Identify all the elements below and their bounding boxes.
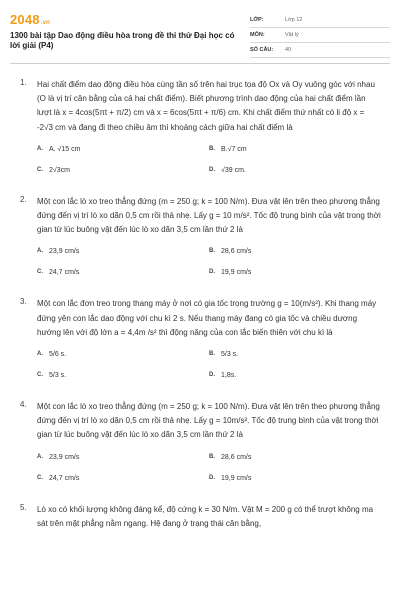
- answer-option-a[interactable]: [37, 146, 209, 153]
- meta-label: SỐ CÂU:: [250, 47, 274, 53]
- question-text: Một con lắc lò xo treo thẳng đứng (m = 250 g; k = 100 N/m). Đưa vật lên trên theo phương thẳng đứng đến vị trí lò xo dãn 0,5 cm rồi thả nhẹ. Lấy g = 10 m/s². Tốc độ trung bình của vật trong thời gian từ lúc buông vật đến lúc lò xo dãn 3,5 cm lần thứ 2 là: [37, 196, 381, 235]
- answer-option-c[interactable]: [37, 372, 209, 379]
- option-letter: A.: [37, 145, 43, 152]
- option-letter: D.: [209, 474, 215, 481]
- option-text: 5/3 s.: [49, 372, 67, 380]
- option-text: A. √15 cm: [49, 145, 81, 153]
- option-letter: D.: [209, 372, 215, 379]
- option-text: 5/3 s.: [221, 351, 239, 359]
- option-letter: B.: [209, 248, 215, 255]
- logo-main: 2048: [10, 12, 40, 27]
- meta-table: [250, 13, 390, 58]
- question-item: [0, 297, 400, 379]
- option-text: 23,9 cm/s: [49, 453, 80, 461]
- option-text: 5/6 s.: [49, 351, 67, 359]
- logo-suffix: .vn: [40, 20, 51, 26]
- option-letter: B.: [209, 145, 215, 152]
- option-letter: C.: [37, 166, 43, 173]
- option-letter: A.: [37, 248, 43, 255]
- meta-value: 40: [285, 47, 292, 53]
- answer-options: [37, 351, 381, 379]
- site-logo[interactable]: [10, 12, 50, 27]
- option-text: 23,9 cm/s: [49, 248, 80, 256]
- question-item: [0, 400, 400, 482]
- option-text: 28,6 cm/s: [221, 453, 252, 461]
- question-number: 3.: [20, 297, 27, 307]
- option-letter: D.: [209, 166, 215, 173]
- question-number: 2.: [20, 194, 27, 204]
- option-letter: C.: [37, 474, 43, 481]
- option-letter: C.: [37, 372, 43, 379]
- option-letter: C.: [37, 269, 43, 276]
- question-number: 4.: [20, 400, 27, 410]
- meta-value: Lớp 12: [285, 17, 303, 23]
- question-text: Lò xo có khối lượng không đáng kể, độ cứng k = 30 N/m. Vật M = 200 g có thể trượt không ma sát trên mặt phẳng nằm ngang. Hệ đang ở trạng thái cân bằng,: [37, 504, 374, 528]
- answer-option-c[interactable]: [37, 475, 209, 482]
- option-text: B.√7 cm: [221, 145, 247, 153]
- question-text: Hai chất điểm dao động điều hòa cùng tần số trên hai trục tọa độ Ox và Oy vuông góc với nhau (O là vị trí cân bằng của cả hai chất điểm). Biết phương trình dao động của hai chất điểm lần lượt là x = 4cos(5πt + π/2) cm và x = 6cos(5πt + π/6) cm. Khi chất điểm thứ nhất có li độ x = -2√3 cm và đang đi theo chiều âm thì khoảng cách giữa hai chất điểm là: [37, 80, 375, 132]
- answer-options: [37, 248, 381, 276]
- option-letter: A.: [37, 351, 43, 358]
- option-letter: B.: [209, 453, 215, 460]
- answer-option-d[interactable]: [209, 475, 381, 482]
- answer-option-d[interactable]: [209, 372, 381, 379]
- option-letter: A.: [37, 453, 43, 460]
- answer-options: [37, 146, 381, 174]
- answer-option-b[interactable]: [209, 454, 381, 461]
- question-text: Một con lắc lò xo treo thẳng đứng (m = 250 g; k = 100 N/m). Đưa vật lên trên theo phương thẳng đứng đến vị trí lò xo dãn 0,5 cm rồi thả nhẹ. Lấy g = 10m/s². Tốc độ trung bình của vật trong thời gian từ lúc buông vật đến lúc lò xo dãn 3,5 cm lần thứ 2 là: [37, 402, 380, 440]
- answer-option-a[interactable]: [37, 351, 209, 358]
- answer-option-a[interactable]: [37, 248, 209, 255]
- answer-options: [37, 454, 381, 482]
- answer-option-b[interactable]: [209, 248, 381, 255]
- question-number: 5.: [20, 502, 27, 512]
- meta-value: Vật lý: [285, 32, 299, 38]
- option-letter: B.: [209, 351, 215, 358]
- answer-option-a[interactable]: [37, 454, 209, 461]
- meta-row-count: [250, 43, 390, 58]
- option-text: 28,6 cm/s: [221, 248, 252, 256]
- question-item: [0, 78, 400, 174]
- option-text: 24,7 cm/s: [49, 474, 80, 482]
- question-item: [0, 195, 400, 277]
- answer-option-d[interactable]: [209, 269, 381, 276]
- meta-row-subject: [250, 28, 390, 43]
- option-text: 1,8s.: [221, 372, 237, 380]
- meta-label: MÔN:: [250, 32, 265, 38]
- meta-row-class: [250, 13, 390, 28]
- page-header: [0, 0, 400, 58]
- answer-option-b[interactable]: [209, 146, 381, 153]
- option-text: 2√3cm: [49, 166, 70, 174]
- option-text: 24,7 cm/s: [49, 269, 80, 277]
- answer-option-b[interactable]: [209, 351, 381, 358]
- question-list: [0, 78, 400, 552]
- question-text: Một con lắc đơn treo trong thang máy ở nơi có gia tốc trọng trường g = 10(m/s²). Khi thang máy đứng yên con lắc dao động với chu kì 2 s. Nếu thang máy đang có gia tốc và chiều dương hướng lên với độ lớn a = 4,4m /s² thì động năng của con lắc biến thiên với chu kì là: [37, 299, 377, 337]
- answer-option-d[interactable]: [209, 167, 381, 174]
- option-text: 19,9 cm/s: [221, 474, 252, 482]
- answer-option-c[interactable]: [37, 167, 209, 174]
- document-title: 1300 bài tập Dao động điều hòa trong đề thi thử Đại học có lời giải (P4): [10, 31, 235, 50]
- question-number: 1.: [20, 78, 27, 87]
- option-text: √39 cm.: [221, 166, 246, 174]
- meta-label: LỚP:: [250, 17, 264, 23]
- option-letter: D.: [209, 269, 215, 276]
- option-text: 19,9 cm/s: [221, 269, 252, 277]
- question-item: [0, 503, 400, 531]
- answer-option-c[interactable]: [37, 269, 209, 276]
- header-divider: [10, 63, 390, 64]
